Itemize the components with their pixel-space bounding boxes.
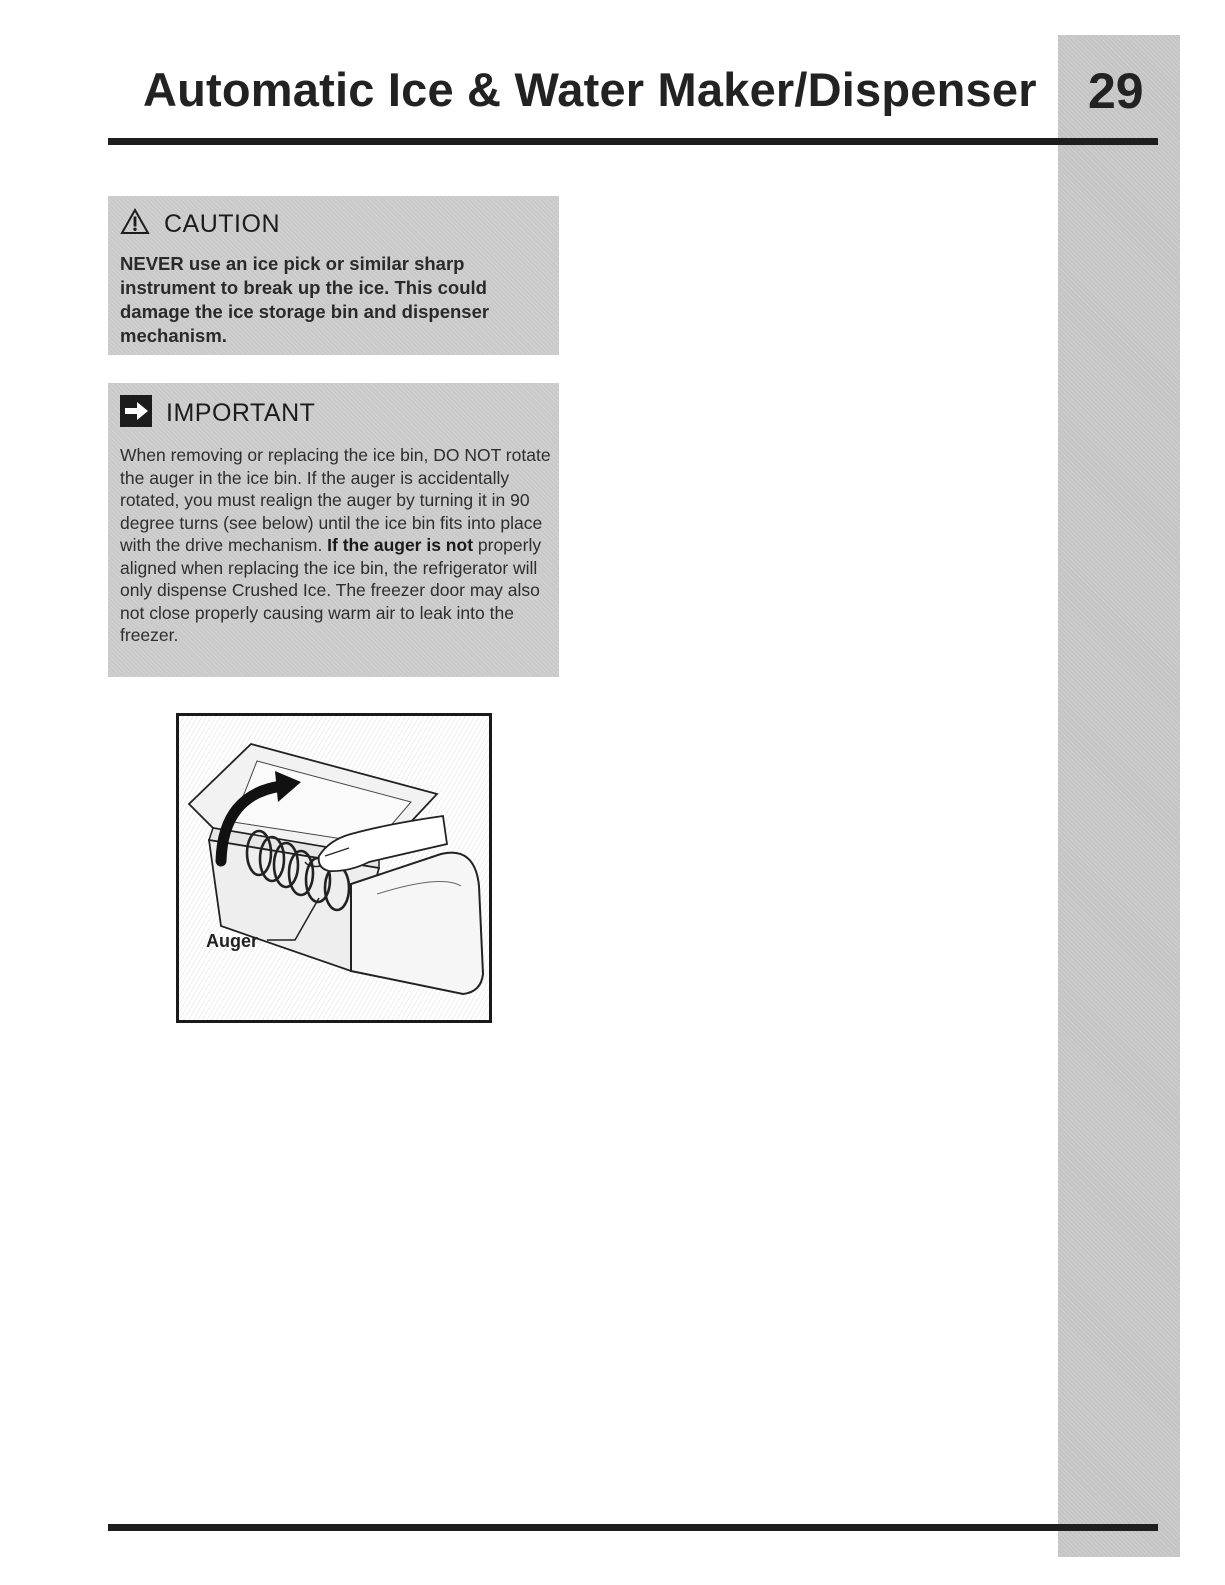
header-rule (108, 138, 1158, 145)
auger-label: Auger (206, 931, 259, 951)
caution-text: NEVER use an ice pick or similar sharp instrument to break up the ice. This could damage the ice storage bin and dispenser mechanism. (120, 253, 490, 346)
caution-heading: CAUTION (164, 209, 280, 238)
important-bold-phrase: If the auger is not (327, 535, 474, 555)
footer-rule (108, 1524, 1158, 1531)
ice-bin-drawing (179, 716, 489, 1020)
arrow-right-icon (120, 395, 152, 432)
side-tab-strip (1058, 35, 1180, 1557)
important-header (120, 395, 551, 432)
important-text: When removing or replacing the ice bin, DO NOT rotate the auger in the ice bin. If the auger is accidentally rotated, you must realign the auger by turning it in 90 degree turns (see below) until the ice bin fits into place with the drive mechanism. If the auger is not properly aligned when replacing the ice bin, the refrigerator will only dispense Crushed Ice. The freezer door may also not close properly causing warm air to leak into the freezer. (120, 445, 551, 645)
page-number: 29 (1088, 63, 1144, 119)
caution-header (120, 208, 551, 240)
page-title: Automatic Ice & Water Maker/Dispenser (143, 63, 1037, 116)
caution-box (108, 196, 559, 355)
important-box (108, 383, 559, 677)
auger-illustration (176, 713, 492, 1023)
warning-triangle-icon (120, 208, 150, 240)
important-heading: IMPORTANT (166, 399, 316, 427)
